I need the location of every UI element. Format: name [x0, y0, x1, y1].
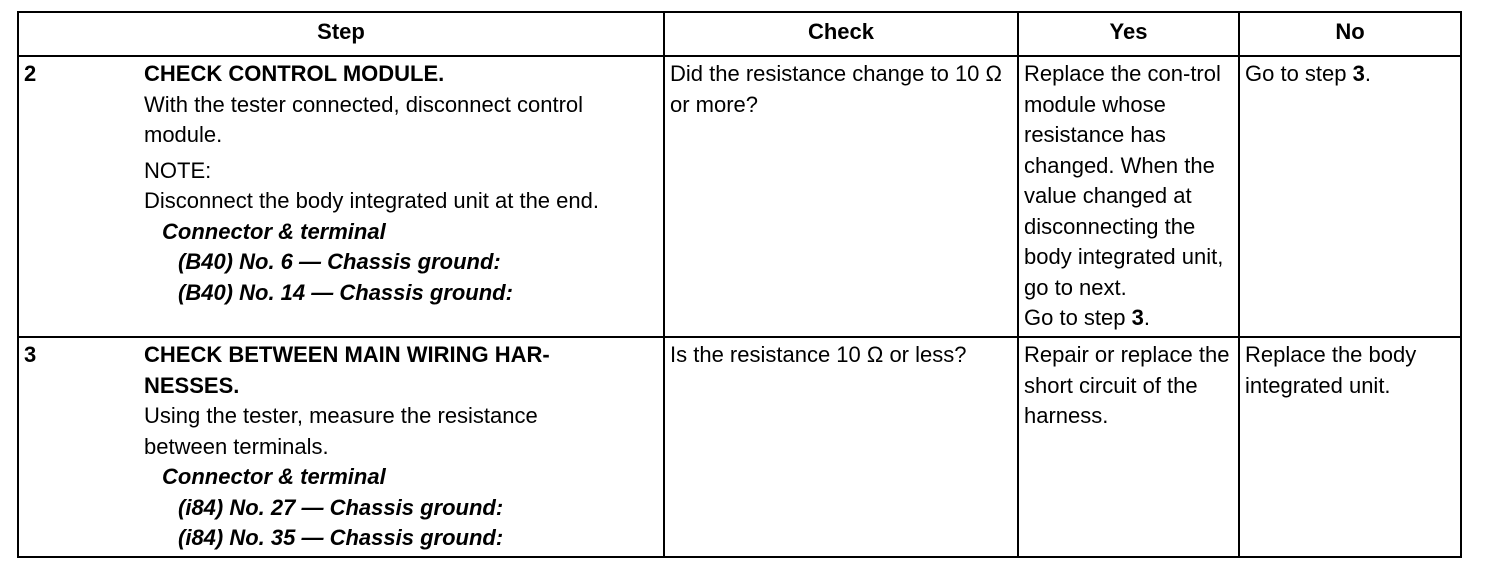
- no-goto-prefix: Go to step: [1245, 61, 1353, 86]
- yes-goto-prefix: Go to step: [1024, 305, 1132, 330]
- connector-item: (i84) No. 35 — Chassis ground:: [178, 525, 504, 550]
- step-title: CHECK CONTROL MODULE.: [144, 61, 445, 86]
- no-cell: [1239, 337, 1461, 557]
- no-text: Replace the body integrated unit.: [1245, 342, 1417, 398]
- step-title: CHECK BETWEEN MAIN WIRING HAR-NESSES.: [144, 342, 550, 398]
- check-cell: [664, 337, 1018, 557]
- connector-item: (B40) No. 6 — Chassis ground:: [178, 249, 501, 274]
- step-cell: [18, 56, 664, 337]
- header-step: Step: [18, 12, 664, 56]
- step-instruction: Using the tester, measure the resistance between terminals.: [144, 403, 538, 459]
- connector-title: Connector & terminal: [162, 464, 386, 489]
- check-text: Did the resistance change to 10 Ω or more?: [670, 61, 1002, 117]
- header-check: Check: [664, 12, 1018, 56]
- note-text: Disconnect the body integrated unit at the end.: [144, 188, 599, 213]
- no-goto-step: 3: [1352, 61, 1365, 86]
- table-row: [18, 56, 1461, 337]
- header-yes: Yes: [1018, 12, 1239, 56]
- step-number: 2: [24, 61, 37, 86]
- yes-cell: [1018, 56, 1239, 337]
- no-goto: [1245, 59, 1456, 90]
- no-goto-suffix: .: [1364, 61, 1371, 86]
- table-row: [18, 337, 1461, 557]
- connector-item: (B40) No. 14 — Chassis ground:: [178, 279, 513, 305]
- header-no: No: [1239, 12, 1461, 56]
- yes-cell: [1018, 337, 1239, 557]
- check-cell: [664, 56, 1018, 337]
- header-row: [18, 12, 1461, 56]
- note-label: NOTE:: [144, 157, 212, 183]
- yes-goto: [1024, 303, 1234, 334]
- step-number: 3: [24, 342, 37, 367]
- step-instruction: With the tester connected, disconnect control module.: [144, 91, 584, 147]
- connector-item: (i84) No. 27 — Chassis ground:: [178, 494, 504, 520]
- step-cell: [18, 337, 664, 557]
- check-text: Is the resistance 10 Ω or less?: [670, 342, 967, 367]
- yes-goto-suffix: .: [1143, 305, 1150, 330]
- connector-title: Connector & terminal: [162, 218, 386, 244]
- yes-goto-step: 3: [1131, 305, 1144, 330]
- no-cell: [1239, 56, 1461, 337]
- yes-text: Repair or replace the short circuit of the harness.: [1024, 342, 1230, 428]
- diagnostic-table: [17, 11, 1462, 558]
- yes-text: Replace the con-trol module whose resistance has changed. When the value changed at disconnecting the body integrated unit, go to next.: [1024, 61, 1224, 300]
